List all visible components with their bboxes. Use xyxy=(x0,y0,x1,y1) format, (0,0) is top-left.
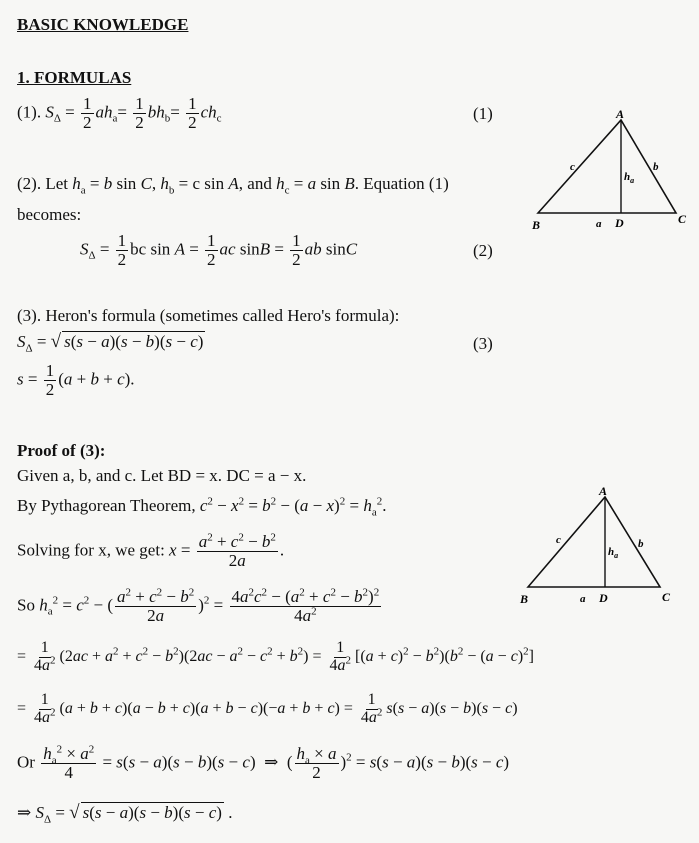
formula-2-intro: (2). Let $h_a = b$ sin C, $h_b = c$ sin A, and $h_c = a$ sin B. Equation (1) xyxy=(17,174,449,197)
heron-intro: (3). Heron's formula (sometimes called Hero's formula): xyxy=(17,306,400,325)
side-label-c: c xyxy=(556,534,561,546)
triangle-diagram-2 xyxy=(510,485,690,615)
side-label-c: c xyxy=(570,161,575,173)
solving-text: Solving for x, we get: xyxy=(17,540,165,560)
page-title: BASIC KNOWLEDGE xyxy=(17,15,189,34)
so-line: So $h_a^2 = c^2$ − ( $\frac{a^2 + c^2 - b^2}{2a}$ )$^2$ = $\frac{4a^2c^2 - (a^2 + c^2 - b^2)^2}{4a^2}$ xyxy=(17,586,380,625)
formula-2: $S_\Delta$ = $\frac{1}{2}$ bc sin A = $\frac{1}{2}$ ac sinB = $\frac{1}{2}$ ab sinC xyxy=(80,231,358,269)
proof-heading: Proof of (3): xyxy=(17,441,106,460)
formula-2-let: (2). Let xyxy=(17,174,68,193)
expansion-line-2: = $\frac{1}{4a^2}$ (a + b + c)(a − b + c)(a + b − c)(−a + b + c) = $\frac{1}{4a^2}$ s(s − a)(s − b)(s − c) xyxy=(17,691,518,726)
vertex-label-a: A xyxy=(616,108,625,121)
vertex-label-c: C xyxy=(678,212,687,226)
equation-number-3: (3) xyxy=(473,334,493,353)
side-label-a: a xyxy=(596,218,602,230)
side-label-a: a xyxy=(580,593,586,605)
section-heading: 1. FORMULAS xyxy=(17,68,132,87)
foot-label-d: D xyxy=(599,591,608,605)
triangle-diagram-1 xyxy=(520,108,695,243)
semi-perimeter: s = $\frac{1}{2}$ (a + b + c). xyxy=(17,361,135,399)
vertex-label-b: B xyxy=(532,218,541,232)
formula-1-label: (1). xyxy=(17,102,42,122)
vertex-label-a: A xyxy=(599,485,608,498)
vertex-label-b: B xyxy=(520,592,529,606)
final-result: ⇒ $S_\Delta$ = √ s(s − a)(s − b)(s − c) . xyxy=(17,802,233,826)
and-text: , and xyxy=(238,174,272,193)
foot-label-d: D xyxy=(615,216,624,230)
equation-number-1: (1) xyxy=(473,104,493,123)
expansion-line-1: = $\frac{1}{4a^2}$ $(2ac + a^2 + c^2 - b^2)(2ac - a^2 - c^2 + b^2)$ = $\frac{1}{4a^2}$ $[(a + c)^2 - b^2)(b^2 - (a - c)^2]$ xyxy=(17,639,534,674)
becomes-text: becomes: xyxy=(17,205,82,224)
proof-line-2: By Pythagorean Theorem, $c^2 - x^2 = b^2 - (a - x)^2 = h_a^2$. xyxy=(17,495,387,519)
formula-1: (1). $S_\Delta$ = $\frac{1}{2}$ $ah_a=$ $\frac{1}{2}$ $bh_b=$ $\frac{1}{2}$ $ch_c$ xyxy=(17,94,222,132)
or-text: Or xyxy=(17,752,35,772)
side-label-b: b xyxy=(653,161,659,173)
formula-3: $S_\Delta$ = √ s(s − a)(s − b)(s − c) xyxy=(17,331,204,355)
pythagorean-text: By Pythagorean Theorem, xyxy=(17,496,196,515)
or-line: Or $\frac{h_a^2 \times a^2}{4}$ = s(s − a)(s − b)(s − c) ⇒ ( $\frac{h_a \times a}{2}$ )$^2$ = s(s − a)(s − b)(s − c) xyxy=(17,743,510,782)
solve-x: Solving for x, we get: x = $\frac{a^2 + c^2 - b^2}{2a}$ . xyxy=(17,531,285,570)
vertex-label-c: C xyxy=(662,590,671,604)
proof-line-1: Given a, b, and c. Let BD = x. DC = a − x. xyxy=(17,466,307,485)
equation-ref: . Equation (1) xyxy=(354,174,449,193)
equation-number-2: (2) xyxy=(473,241,493,260)
so-text: So xyxy=(17,595,35,615)
height-label: $h_a$ xyxy=(624,171,635,185)
side-label-b: b xyxy=(638,538,644,550)
height-label: $h_a$ xyxy=(608,546,619,560)
